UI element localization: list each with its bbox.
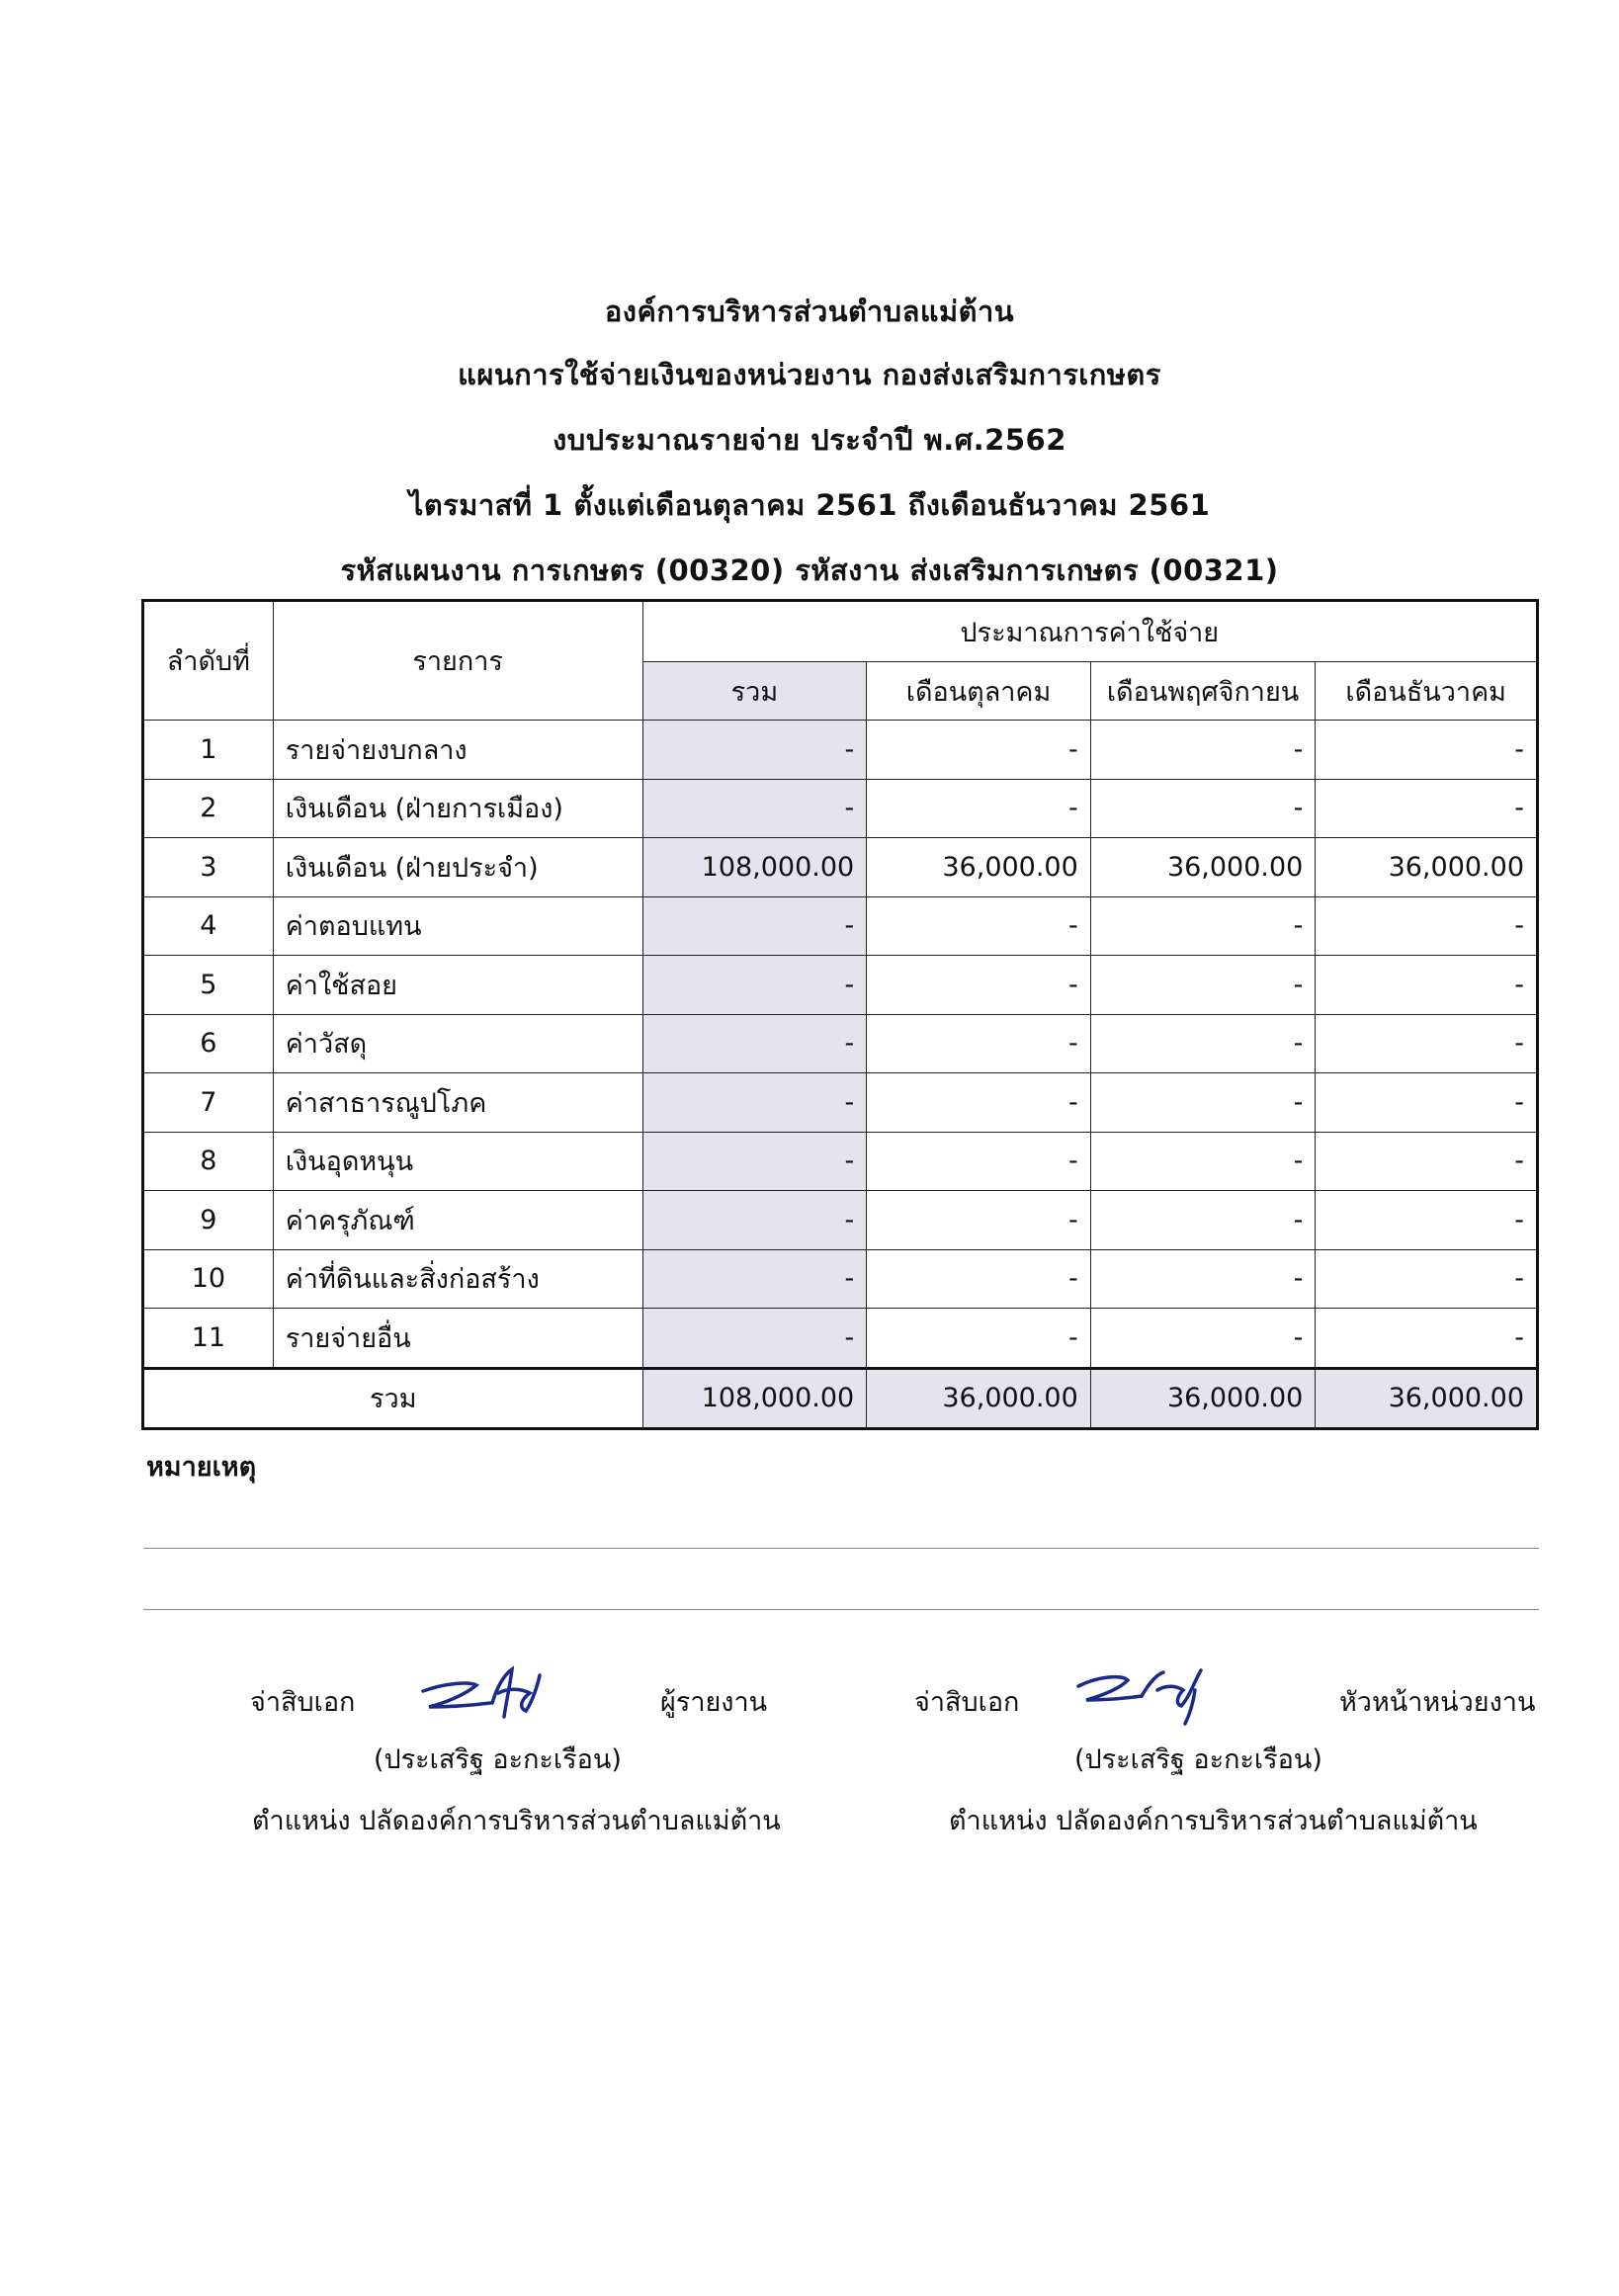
- plan-title: แผนการใช้จ่ายเงินของหน่วยงาน กองส่งเสริมการเกษตร: [458, 358, 1161, 391]
- table-row: [143, 1309, 1538, 1369]
- row-november: -: [1090, 1249, 1316, 1309]
- row-item: ค่าตอบแทน: [273, 896, 642, 956]
- row-total: 108,000.00: [642, 838, 867, 897]
- table-row: [143, 1132, 1538, 1191]
- row-number: 5: [143, 956, 274, 1015]
- sum-november: 36,000.00: [1090, 1368, 1316, 1428]
- row-november: -: [1090, 721, 1316, 780]
- col-header-item: รายการ: [273, 601, 642, 721]
- table-row: [143, 779, 1538, 838]
- row-november: -: [1090, 1073, 1316, 1133]
- row-october: -: [867, 721, 1091, 780]
- col-header-november: เดือนพฤศจิกายน: [1090, 662, 1316, 721]
- row-total: -: [642, 956, 867, 1015]
- row-item: ค่าใช้สอย: [273, 956, 642, 1015]
- row-december: -: [1316, 1191, 1538, 1250]
- row-number: 9: [143, 1191, 274, 1250]
- sum-total: 108,000.00: [642, 1368, 867, 1428]
- table-row: [143, 1191, 1538, 1250]
- org-name: องค์การบริหารส่วนตำบลแม่ต้าน: [604, 295, 1015, 328]
- plan-code: รหัสแผนงาน การเกษตร (00320) รหัสงาน ส่งเสริมการเกษตร (00321): [340, 553, 1279, 587]
- row-november: -: [1090, 1191, 1316, 1250]
- col-header-total: รวม: [642, 662, 867, 721]
- row-november: 36,000.00: [1090, 838, 1316, 897]
- table-row: [143, 1073, 1538, 1133]
- table-body: [143, 721, 1538, 1369]
- row-december: -: [1316, 1309, 1538, 1369]
- row-december: 36,000.00: [1316, 838, 1538, 897]
- remark-line: [143, 1609, 1539, 1610]
- row-november: -: [1090, 1014, 1316, 1073]
- remark-label: หมายเหตุ: [146, 1452, 257, 1483]
- row-december: -: [1316, 1132, 1538, 1191]
- row-item: ค่าที่ดินและสิ่งก่อสร้าง: [273, 1249, 642, 1309]
- row-item: ค่าสาธารณูปโภค: [273, 1073, 642, 1133]
- remark-line: [143, 1548, 1539, 1549]
- row-number: 1: [143, 721, 274, 780]
- row-october: -: [867, 779, 1091, 838]
- table-row: [143, 956, 1538, 1015]
- right-role: หัวหน้าหน่วยงาน: [1339, 1687, 1536, 1718]
- total-row: [143, 1368, 1538, 1428]
- row-number: 4: [143, 896, 274, 956]
- row-total: -: [642, 721, 867, 780]
- row-october: -: [867, 1249, 1091, 1309]
- row-number: 3: [143, 838, 274, 897]
- table-row: [143, 1249, 1538, 1309]
- row-november: -: [1090, 1309, 1316, 1369]
- row-item: เงินเดือน (ฝ่ายการเมือง): [273, 779, 642, 838]
- row-november: -: [1090, 779, 1316, 838]
- budget-table: [141, 599, 1539, 1430]
- left-rank: จ่าสิบเอก: [250, 1687, 356, 1718]
- left-signature: [415, 1663, 563, 1723]
- left-position: ตำแหน่ง ปลัดองค์การบริหารส่วนตำบลแม่ต้าน: [252, 1806, 781, 1836]
- row-october: -: [867, 1132, 1091, 1191]
- row-number: 10: [143, 1249, 274, 1309]
- row-november: -: [1090, 956, 1316, 1015]
- quarter-period: ไตรมาสที่ 1 ตั้งแต่เดือนตุลาคม 2561 ถึงเดือนธันวาคม 2561: [408, 488, 1211, 522]
- row-number: 6: [143, 1014, 274, 1073]
- row-december: -: [1316, 779, 1538, 838]
- row-number: 8: [143, 1132, 274, 1191]
- row-item: เงินเดือน (ฝ่ายประจำ): [273, 838, 642, 897]
- right-name: (ประเสริฐ อะกะเรือน): [1074, 1744, 1322, 1775]
- total-label: รวม: [143, 1368, 643, 1428]
- row-december: -: [1316, 721, 1538, 780]
- row-december: -: [1316, 956, 1538, 1015]
- table-row: [143, 838, 1538, 897]
- row-november: -: [1090, 1132, 1316, 1191]
- table-row: [143, 1014, 1538, 1073]
- sum-december: 36,000.00: [1316, 1368, 1538, 1428]
- sum-october: 36,000.00: [867, 1368, 1091, 1428]
- row-item: ค่าวัสดุ: [273, 1014, 642, 1073]
- row-item: รายจ่ายงบกลาง: [273, 721, 642, 780]
- row-total: -: [642, 1249, 867, 1309]
- col-header-estimate: ประมาณการค่าใช้จ่าย: [642, 601, 1537, 662]
- row-october: -: [867, 1073, 1091, 1133]
- left-role: ผู้รายงาน: [660, 1687, 768, 1718]
- row-total: -: [642, 1014, 867, 1073]
- right-signature: [1072, 1660, 1211, 1730]
- row-number: 7: [143, 1073, 274, 1133]
- right-position: ตำแหน่ง ปลัดองค์การบริหารส่วนตำบลแม่ต้าน: [949, 1806, 1478, 1836]
- row-december: -: [1316, 896, 1538, 956]
- col-header-december: เดือนธันวาคม: [1316, 662, 1538, 721]
- row-total: -: [642, 896, 867, 956]
- row-october: -: [867, 896, 1091, 956]
- col-header-no: ลำดับที่: [143, 601, 274, 721]
- row-december: -: [1316, 1249, 1538, 1309]
- row-october: -: [867, 1309, 1091, 1369]
- row-total: -: [642, 1132, 867, 1191]
- left-name: (ประเสริฐ อะกะเรือน): [374, 1744, 622, 1775]
- budget-year: งบประมาณรายจ่าย ประจำปี พ.ศ.2562: [553, 423, 1066, 457]
- row-item: รายจ่ายอื่น: [273, 1309, 642, 1369]
- row-october: -: [867, 1191, 1091, 1250]
- row-item: ค่าครุภัณฑ์: [273, 1191, 642, 1250]
- table-row: [143, 896, 1538, 956]
- row-october: -: [867, 1014, 1091, 1073]
- row-october: -: [867, 956, 1091, 1015]
- right-rank: จ่าสิบเอก: [914, 1687, 1020, 1718]
- row-total: -: [642, 1309, 867, 1369]
- row-october: 36,000.00: [867, 838, 1091, 897]
- row-december: -: [1316, 1073, 1538, 1133]
- table-row: [143, 721, 1538, 780]
- row-november: -: [1090, 896, 1316, 956]
- row-total: -: [642, 1073, 867, 1133]
- row-number: 2: [143, 779, 274, 838]
- row-item: เงินอุดหนุน: [273, 1132, 642, 1191]
- row-total: -: [642, 779, 867, 838]
- row-december: -: [1316, 1014, 1538, 1073]
- col-header-october: เดือนตุลาคม: [867, 662, 1091, 721]
- row-number: 11: [143, 1309, 274, 1369]
- row-total: -: [642, 1191, 867, 1250]
